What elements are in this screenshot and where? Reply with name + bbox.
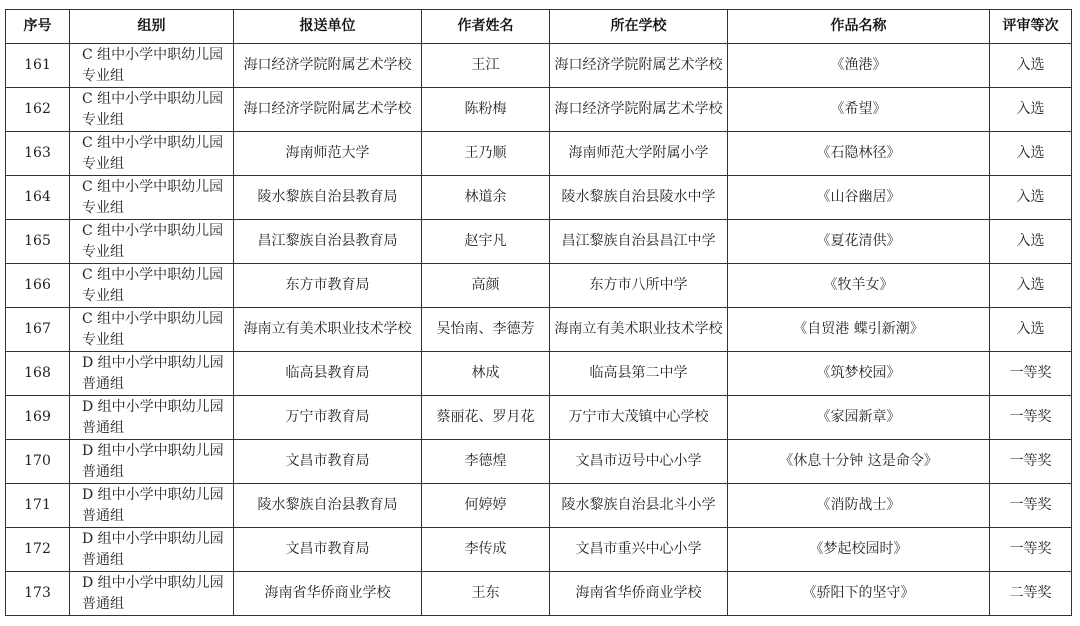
cell-index: 171 <box>6 484 70 528</box>
cell-group: D 组中小学中职幼儿园普通组 <box>70 528 234 572</box>
cell-author: 蔡丽花、罗月花 <box>422 396 550 440</box>
cell-award-level: 入选 <box>990 264 1072 308</box>
cell-group: D 组中小学中职幼儿园普通组 <box>70 396 234 440</box>
cell-index: 168 <box>6 352 70 396</box>
cell-submitter: 东方市教育局 <box>234 264 422 308</box>
cell-award-level: 入选 <box>990 308 1072 352</box>
cell-group: C 组中小学中职幼儿园专业组 <box>70 88 234 132</box>
cell-author: 何婷婷 <box>422 484 550 528</box>
cell-group: C 组中小学中职幼儿园专业组 <box>70 176 234 220</box>
cell-submitter: 海南省华侨商业学校 <box>234 572 422 616</box>
cell-index: 169 <box>6 396 70 440</box>
table-row <box>6 484 1072 528</box>
cell-group: C 组中小学中职幼儿园专业组 <box>70 220 234 264</box>
cell-index: 166 <box>6 264 70 308</box>
cell-group: C 组中小学中职幼儿园专业组 <box>70 44 234 88</box>
cell-work-title: 《渔港》 <box>728 44 990 88</box>
cell-index: 162 <box>6 88 70 132</box>
cell-school: 海南立有美术职业技术学校 <box>550 308 728 352</box>
cell-school: 昌江黎族自治县昌江中学 <box>550 220 728 264</box>
cell-submitter: 临高县教育局 <box>234 352 422 396</box>
cell-school: 陵水黎族自治县北斗小学 <box>550 484 728 528</box>
cell-group: D 组中小学中职幼儿园普通组 <box>70 352 234 396</box>
cell-award-level: 二等奖 <box>990 572 1072 616</box>
cell-author: 高颜 <box>422 264 550 308</box>
cell-work-title: 《山谷幽居》 <box>728 176 990 220</box>
cell-work-title: 《消防战士》 <box>728 484 990 528</box>
table-row <box>6 308 1072 352</box>
awards-table <box>5 9 1072 616</box>
cell-group: D 组中小学中职幼儿园普通组 <box>70 484 234 528</box>
cell-index: 165 <box>6 220 70 264</box>
cell-work-title: 《夏花清供》 <box>728 220 990 264</box>
cell-submitter: 海口经济学院附属艺术学校 <box>234 44 422 88</box>
table-row <box>6 440 1072 484</box>
cell-group: C 组中小学中职幼儿园专业组 <box>70 132 234 176</box>
col-header-work-title: 作品名称 <box>728 10 990 44</box>
cell-school: 海南省华侨商业学校 <box>550 572 728 616</box>
cell-submitter: 海南立有美术职业技术学校 <box>234 308 422 352</box>
cell-author: 陈粉梅 <box>422 88 550 132</box>
cell-work-title: 《自贸港 蝶引新潮》 <box>728 308 990 352</box>
cell-group: D 组中小学中职幼儿园普通组 <box>70 440 234 484</box>
cell-author: 林成 <box>422 352 550 396</box>
cell-author: 王江 <box>422 44 550 88</box>
cell-index: 164 <box>6 176 70 220</box>
cell-school: 临高县第二中学 <box>550 352 728 396</box>
cell-author: 林道余 <box>422 176 550 220</box>
cell-submitter: 海南师范大学 <box>234 132 422 176</box>
cell-work-title: 《梦起校园时》 <box>728 528 990 572</box>
cell-school: 海口经济学院附属艺术学校 <box>550 88 728 132</box>
cell-school: 东方市八所中学 <box>550 264 728 308</box>
table-body <box>6 44 1072 616</box>
table-row <box>6 528 1072 572</box>
cell-work-title: 《希望》 <box>728 88 990 132</box>
cell-work-title: 《筑梦校园》 <box>728 352 990 396</box>
cell-work-title: 《休息十分钟 这是命令》 <box>728 440 990 484</box>
cell-index: 163 <box>6 132 70 176</box>
cell-award-level: 入选 <box>990 88 1072 132</box>
cell-school: 万宁市大茂镇中心学校 <box>550 396 728 440</box>
cell-index: 173 <box>6 572 70 616</box>
table-row <box>6 132 1072 176</box>
col-header-school: 所在学校 <box>550 10 728 44</box>
cell-submitter: 文昌市教育局 <box>234 440 422 484</box>
cell-work-title: 《骄阳下的坚守》 <box>728 572 990 616</box>
table-row <box>6 88 1072 132</box>
cell-author: 赵宇凡 <box>422 220 550 264</box>
cell-award-level: 一等奖 <box>990 484 1072 528</box>
cell-submitter: 昌江黎族自治县教育局 <box>234 220 422 264</box>
cell-author: 王乃顺 <box>422 132 550 176</box>
table-row <box>6 176 1072 220</box>
col-header-author: 作者姓名 <box>422 10 550 44</box>
cell-author: 李德煌 <box>422 440 550 484</box>
cell-school: 文昌市重兴中心小学 <box>550 528 728 572</box>
table-row <box>6 396 1072 440</box>
cell-submitter: 文昌市教育局 <box>234 528 422 572</box>
cell-group: C 组中小学中职幼儿园专业组 <box>70 308 234 352</box>
table-row <box>6 352 1072 396</box>
cell-author: 王东 <box>422 572 550 616</box>
cell-work-title: 《石隐林径》 <box>728 132 990 176</box>
header-row <box>6 10 1072 44</box>
cell-school: 陵水黎族自治县陵水中学 <box>550 176 728 220</box>
col-header-group: 组别 <box>70 10 234 44</box>
col-header-award-level: 评审等次 <box>990 10 1072 44</box>
col-header-submitter: 报送单位 <box>234 10 422 44</box>
cell-award-level: 一等奖 <box>990 440 1072 484</box>
cell-work-title: 《牧羊女》 <box>728 264 990 308</box>
cell-school: 海口经济学院附属艺术学校 <box>550 44 728 88</box>
cell-group: C 组中小学中职幼儿园专业组 <box>70 264 234 308</box>
cell-award-level: 一等奖 <box>990 528 1072 572</box>
cell-submitter: 陵水黎族自治县教育局 <box>234 484 422 528</box>
cell-index: 172 <box>6 528 70 572</box>
table-row <box>6 44 1072 88</box>
cell-submitter: 海口经济学院附属艺术学校 <box>234 88 422 132</box>
cell-author: 李传成 <box>422 528 550 572</box>
cell-index: 167 <box>6 308 70 352</box>
cell-award-level: 一等奖 <box>990 352 1072 396</box>
cell-award-level: 入选 <box>990 220 1072 264</box>
cell-award-level: 入选 <box>990 176 1072 220</box>
cell-award-level: 入选 <box>990 44 1072 88</box>
cell-index: 161 <box>6 44 70 88</box>
cell-award-level: 入选 <box>990 132 1072 176</box>
cell-group: D 组中小学中职幼儿园普通组 <box>70 572 234 616</box>
table-row <box>6 572 1072 616</box>
col-header-index: 序号 <box>6 10 70 44</box>
cell-submitter: 陵水黎族自治县教育局 <box>234 176 422 220</box>
cell-school: 海南师范大学附属小学 <box>550 132 728 176</box>
table-row <box>6 264 1072 308</box>
cell-submitter: 万宁市教育局 <box>234 396 422 440</box>
cell-award-level: 一等奖 <box>990 396 1072 440</box>
cell-index: 170 <box>6 440 70 484</box>
cell-school: 文昌市迈号中心小学 <box>550 440 728 484</box>
cell-work-title: 《家园新章》 <box>728 396 990 440</box>
cell-author: 吴怡南、李德芳 <box>422 308 550 352</box>
table-row <box>6 220 1072 264</box>
